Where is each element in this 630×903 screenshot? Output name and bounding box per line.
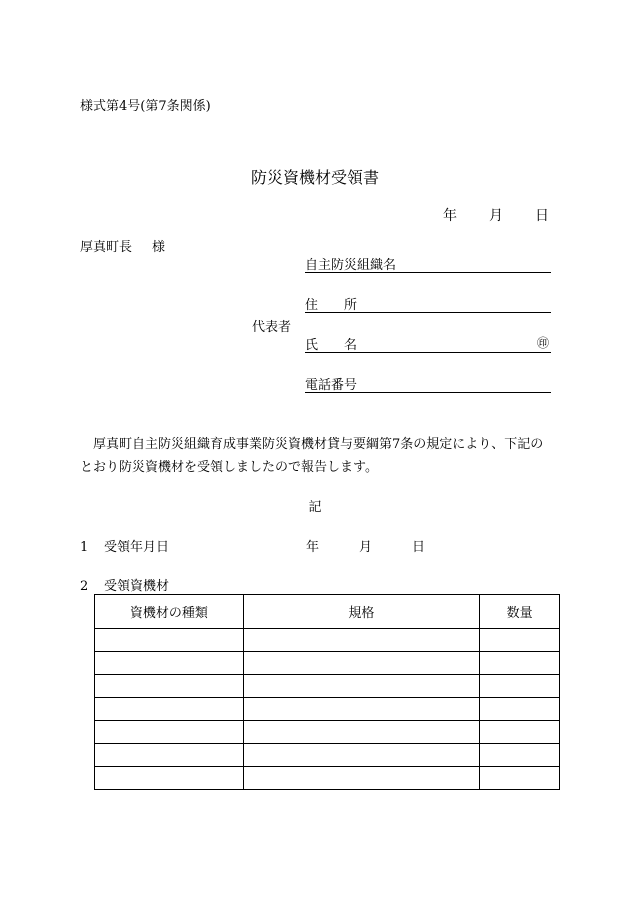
- table-body: [95, 629, 560, 790]
- ki-heading: 記: [308, 500, 322, 515]
- table-row: [95, 652, 560, 675]
- equipment-type-cell[interactable]: [95, 652, 244, 675]
- header-quantity: 数量: [480, 595, 560, 629]
- name-field[interactable]: [305, 334, 551, 353]
- name-label: 氏 名: [305, 338, 358, 353]
- quantity-cell[interactable]: [480, 698, 560, 721]
- item-1: [80, 536, 169, 555]
- quantity-cell[interactable]: [480, 652, 560, 675]
- equipment-type-cell[interactable]: [95, 698, 244, 721]
- specification-cell[interactable]: [243, 744, 479, 767]
- address-field[interactable]: [305, 294, 551, 313]
- specification-cell[interactable]: [243, 652, 479, 675]
- year-label: 年: [443, 208, 457, 224]
- header-equipment-type: 資機材の種類: [95, 595, 244, 629]
- addressee-name: 厚真町長: [80, 240, 133, 255]
- phone-label: 電話番号: [305, 378, 358, 393]
- quantity-cell[interactable]: [480, 629, 560, 652]
- date-header: [443, 205, 549, 225]
- item-1-label: 受領年月日: [104, 540, 170, 555]
- day-label: 日: [535, 208, 549, 224]
- addressee-honorific: 様: [152, 240, 166, 255]
- equipment-type-cell[interactable]: [95, 675, 244, 698]
- table-row: [95, 744, 560, 767]
- quantity-cell[interactable]: [480, 767, 560, 790]
- specification-cell[interactable]: [243, 698, 479, 721]
- seal-mark-icon: ㊞: [536, 336, 549, 350]
- representative-label: 代表者: [252, 320, 292, 335]
- equipment-table: [94, 594, 560, 790]
- equipment-type-cell[interactable]: [95, 767, 244, 790]
- equipment-type-cell[interactable]: [95, 629, 244, 652]
- header-specification: 規格: [243, 595, 479, 629]
- equipment-type-cell[interactable]: [95, 721, 244, 744]
- phone-field[interactable]: [305, 374, 551, 393]
- address-label: 住 所: [305, 298, 358, 313]
- item-2-label: 受領資機材: [104, 579, 170, 594]
- specification-cell[interactable]: [243, 721, 479, 744]
- month-label: 月: [489, 208, 503, 224]
- item-2-number: 2: [80, 579, 89, 594]
- body-text: 厚真町自主防災組織育成事業防災資機材貸与要綱第7条の規定により、下記のとおり防災資機材を受領しましたので報告します。: [80, 437, 544, 475]
- specification-cell[interactable]: [243, 767, 479, 790]
- org-name-field[interactable]: [305, 254, 551, 273]
- specification-cell[interactable]: [243, 675, 479, 698]
- table-row: [95, 629, 560, 652]
- quantity-cell[interactable]: [480, 675, 560, 698]
- quantity-cell[interactable]: [480, 744, 560, 767]
- table-row: [95, 721, 560, 744]
- form-number: 様式第4号(第7条関係): [80, 99, 211, 114]
- specification-cell[interactable]: [243, 629, 479, 652]
- addressee: [80, 236, 165, 255]
- document-title: 防災資機材受領書: [250, 168, 379, 187]
- receipt-day-label: 日: [412, 540, 426, 555]
- item-1-number: 1: [80, 540, 89, 555]
- equipment-type-cell[interactable]: [95, 744, 244, 767]
- receipt-date: [306, 536, 425, 555]
- table-row: [95, 698, 560, 721]
- table-row: [95, 767, 560, 790]
- item-2: [80, 575, 169, 594]
- receipt-year-label: 年: [306, 540, 320, 555]
- quantity-cell[interactable]: [480, 721, 560, 744]
- receipt-month-label: 月: [359, 540, 373, 555]
- table-row: [95, 675, 560, 698]
- table-header-row: [95, 595, 560, 629]
- org-name-label: 自主防災組織名: [305, 258, 397, 273]
